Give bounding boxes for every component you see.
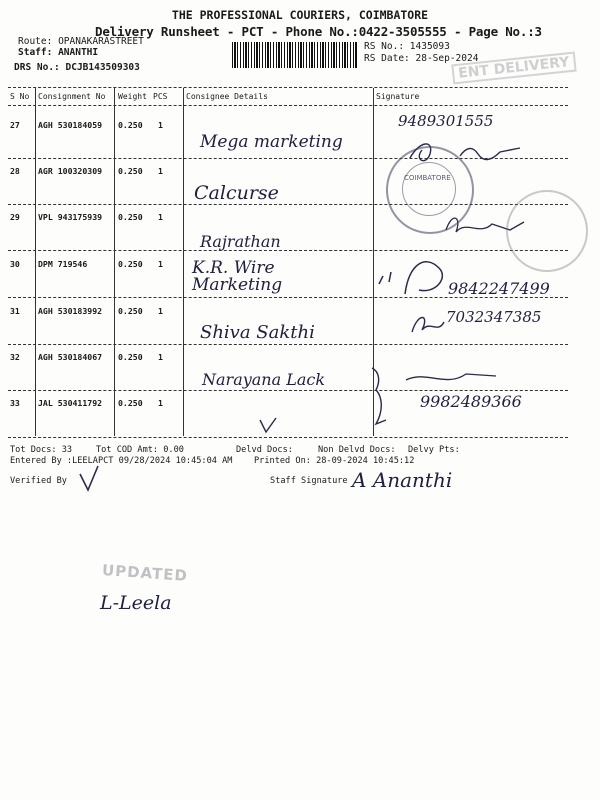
leela-signature: L-Leela (100, 592, 172, 614)
rs-no-value: 1435093 (409, 41, 450, 52)
courier-stamp (386, 146, 474, 234)
col-sno: S No (10, 92, 30, 101)
company-title: THE PROFESSIONAL COURIERS, COIMBATORE (171, 8, 429, 22)
col-signature: Signature (376, 92, 420, 101)
staff-line (18, 47, 98, 58)
header-rule-top (8, 87, 568, 88)
row-signature-handwritten: 9489301555 (398, 112, 494, 130)
row-pcs: 1 (158, 306, 163, 316)
row-consignment: JAL 530411792 (38, 398, 103, 408)
staff-signature-label: Staff Signature (270, 476, 348, 486)
row-sno: 29 (10, 212, 20, 222)
row-consignee-handwritten: Mega marketing (200, 132, 343, 152)
courier-stamp (506, 190, 588, 272)
row-signature-handwritten: 7032347385 (446, 308, 542, 326)
delivered-docs: Delvd Docs: (236, 445, 293, 455)
row-consignment: AGH 530183992 (38, 306, 103, 316)
stamp-text: COIMBATORE (404, 174, 451, 182)
col-weight: Weight (118, 92, 147, 101)
drs-label: DRS No.: (14, 62, 60, 73)
row-consignment: AGH 530184059 (38, 120, 103, 130)
printed-on: Printed On: 28-09-2024 10:45:12 (254, 456, 415, 466)
row-pcs: 1 (158, 259, 163, 269)
row-consignment: AGR 100320309 (38, 166, 103, 176)
row-sno: 30 (10, 259, 20, 269)
row-weight: 0.250 (118, 306, 143, 316)
row-sno: 27 (10, 120, 20, 130)
row-weight: 0.250 (118, 352, 143, 362)
rs-date-label: RS Date: (364, 53, 410, 64)
rs-date-line (364, 53, 478, 64)
non-delivered-docs: Non Delvd Docs: (318, 445, 396, 455)
row-sno: 31 (10, 306, 20, 316)
col-divider (183, 88, 184, 436)
delivery-points: Delvy Pts: (408, 445, 460, 455)
row-weight: 0.250 (118, 212, 143, 222)
row-pcs: 1 (158, 398, 163, 408)
stamp-inner-ring (402, 162, 456, 216)
row-weight: 0.250 (118, 259, 143, 269)
runsheet-subtitle: Delivery Runsheet - PCT - Phone No.:0422-3505555 - Page No.:3 (95, 24, 542, 39)
entered-by: Entered By :LEELAPCT 09/28/2024 10:45:04 AM (10, 456, 233, 466)
row-sno: 32 (10, 352, 20, 362)
col-consignment: Consignment No (38, 92, 106, 101)
route-label: Route: (18, 36, 53, 47)
row-consignment: DPM 719546 (38, 259, 88, 269)
row-pcs: 1 (158, 212, 163, 222)
barcode (232, 42, 358, 68)
staff-value: ANANTHI (58, 47, 99, 58)
row-consignee-handwritten: K.R. Wire Marketing (192, 258, 283, 295)
staff-label: Staff: (18, 47, 53, 58)
row-pcs: 1 (158, 352, 163, 362)
rs-no-label: RS No.: (364, 41, 405, 52)
row-consignee-handwritten: Narayana Lack (202, 370, 326, 389)
col-consignee: Consignee Details (186, 92, 268, 101)
row-divider (8, 204, 568, 205)
row-signature-handwritten: 9842247499 (448, 279, 550, 298)
row-consignment: AGH 530184067 (38, 352, 103, 362)
verified-by-label: Verified By (10, 476, 67, 486)
row-signature-handwritten: 9982489366 (420, 392, 522, 411)
row-consignee-handwritten: Shiva Sakthi (200, 322, 315, 343)
row-weight: 0.250 (118, 166, 143, 176)
row-divider (8, 437, 568, 438)
route-line (18, 36, 144, 47)
header-rule-bottom (8, 105, 568, 106)
col-divider (114, 88, 115, 436)
row-consignee-handwritten: Rajrathan (200, 232, 281, 251)
total-docs: Tot Docs: 33 (10, 445, 73, 455)
drs-value: DCJB143509303 (65, 62, 140, 73)
row-divider (8, 344, 568, 345)
col-divider (35, 88, 36, 436)
col-pcs: PCS (153, 92, 168, 101)
row-pcs: 1 (158, 120, 163, 130)
row-consignee-handwritten: Calcurse (194, 182, 279, 204)
row-divider (8, 297, 568, 298)
verified-signature (76, 464, 106, 494)
signature-scribble (408, 310, 448, 340)
signature-scribble (256, 414, 286, 436)
updated-stamp: UPDATED (101, 561, 189, 585)
drs-line (14, 62, 140, 73)
signature-scribble (366, 362, 506, 432)
row-divider (8, 250, 568, 251)
row-pcs: 1 (158, 166, 163, 176)
rs-no-line (364, 41, 450, 52)
delivery-watermark: ENT DELIVERY (451, 52, 576, 85)
row-consignment: VPL 943175939 (38, 212, 103, 222)
staff-signature-handwritten: A Ananthi (352, 468, 453, 492)
total-cod: Tot COD Amt: 0.00 (96, 445, 184, 455)
route-value: OPANAKARASTREET (58, 36, 144, 47)
signature-scribble (375, 254, 455, 304)
row-weight: 0.250 (118, 120, 143, 130)
rs-date-value: 28-Sep-2024 (415, 53, 479, 64)
row-weight: 0.250 (118, 398, 143, 408)
row-sno: 33 (10, 398, 20, 408)
row-sno: 28 (10, 166, 20, 176)
